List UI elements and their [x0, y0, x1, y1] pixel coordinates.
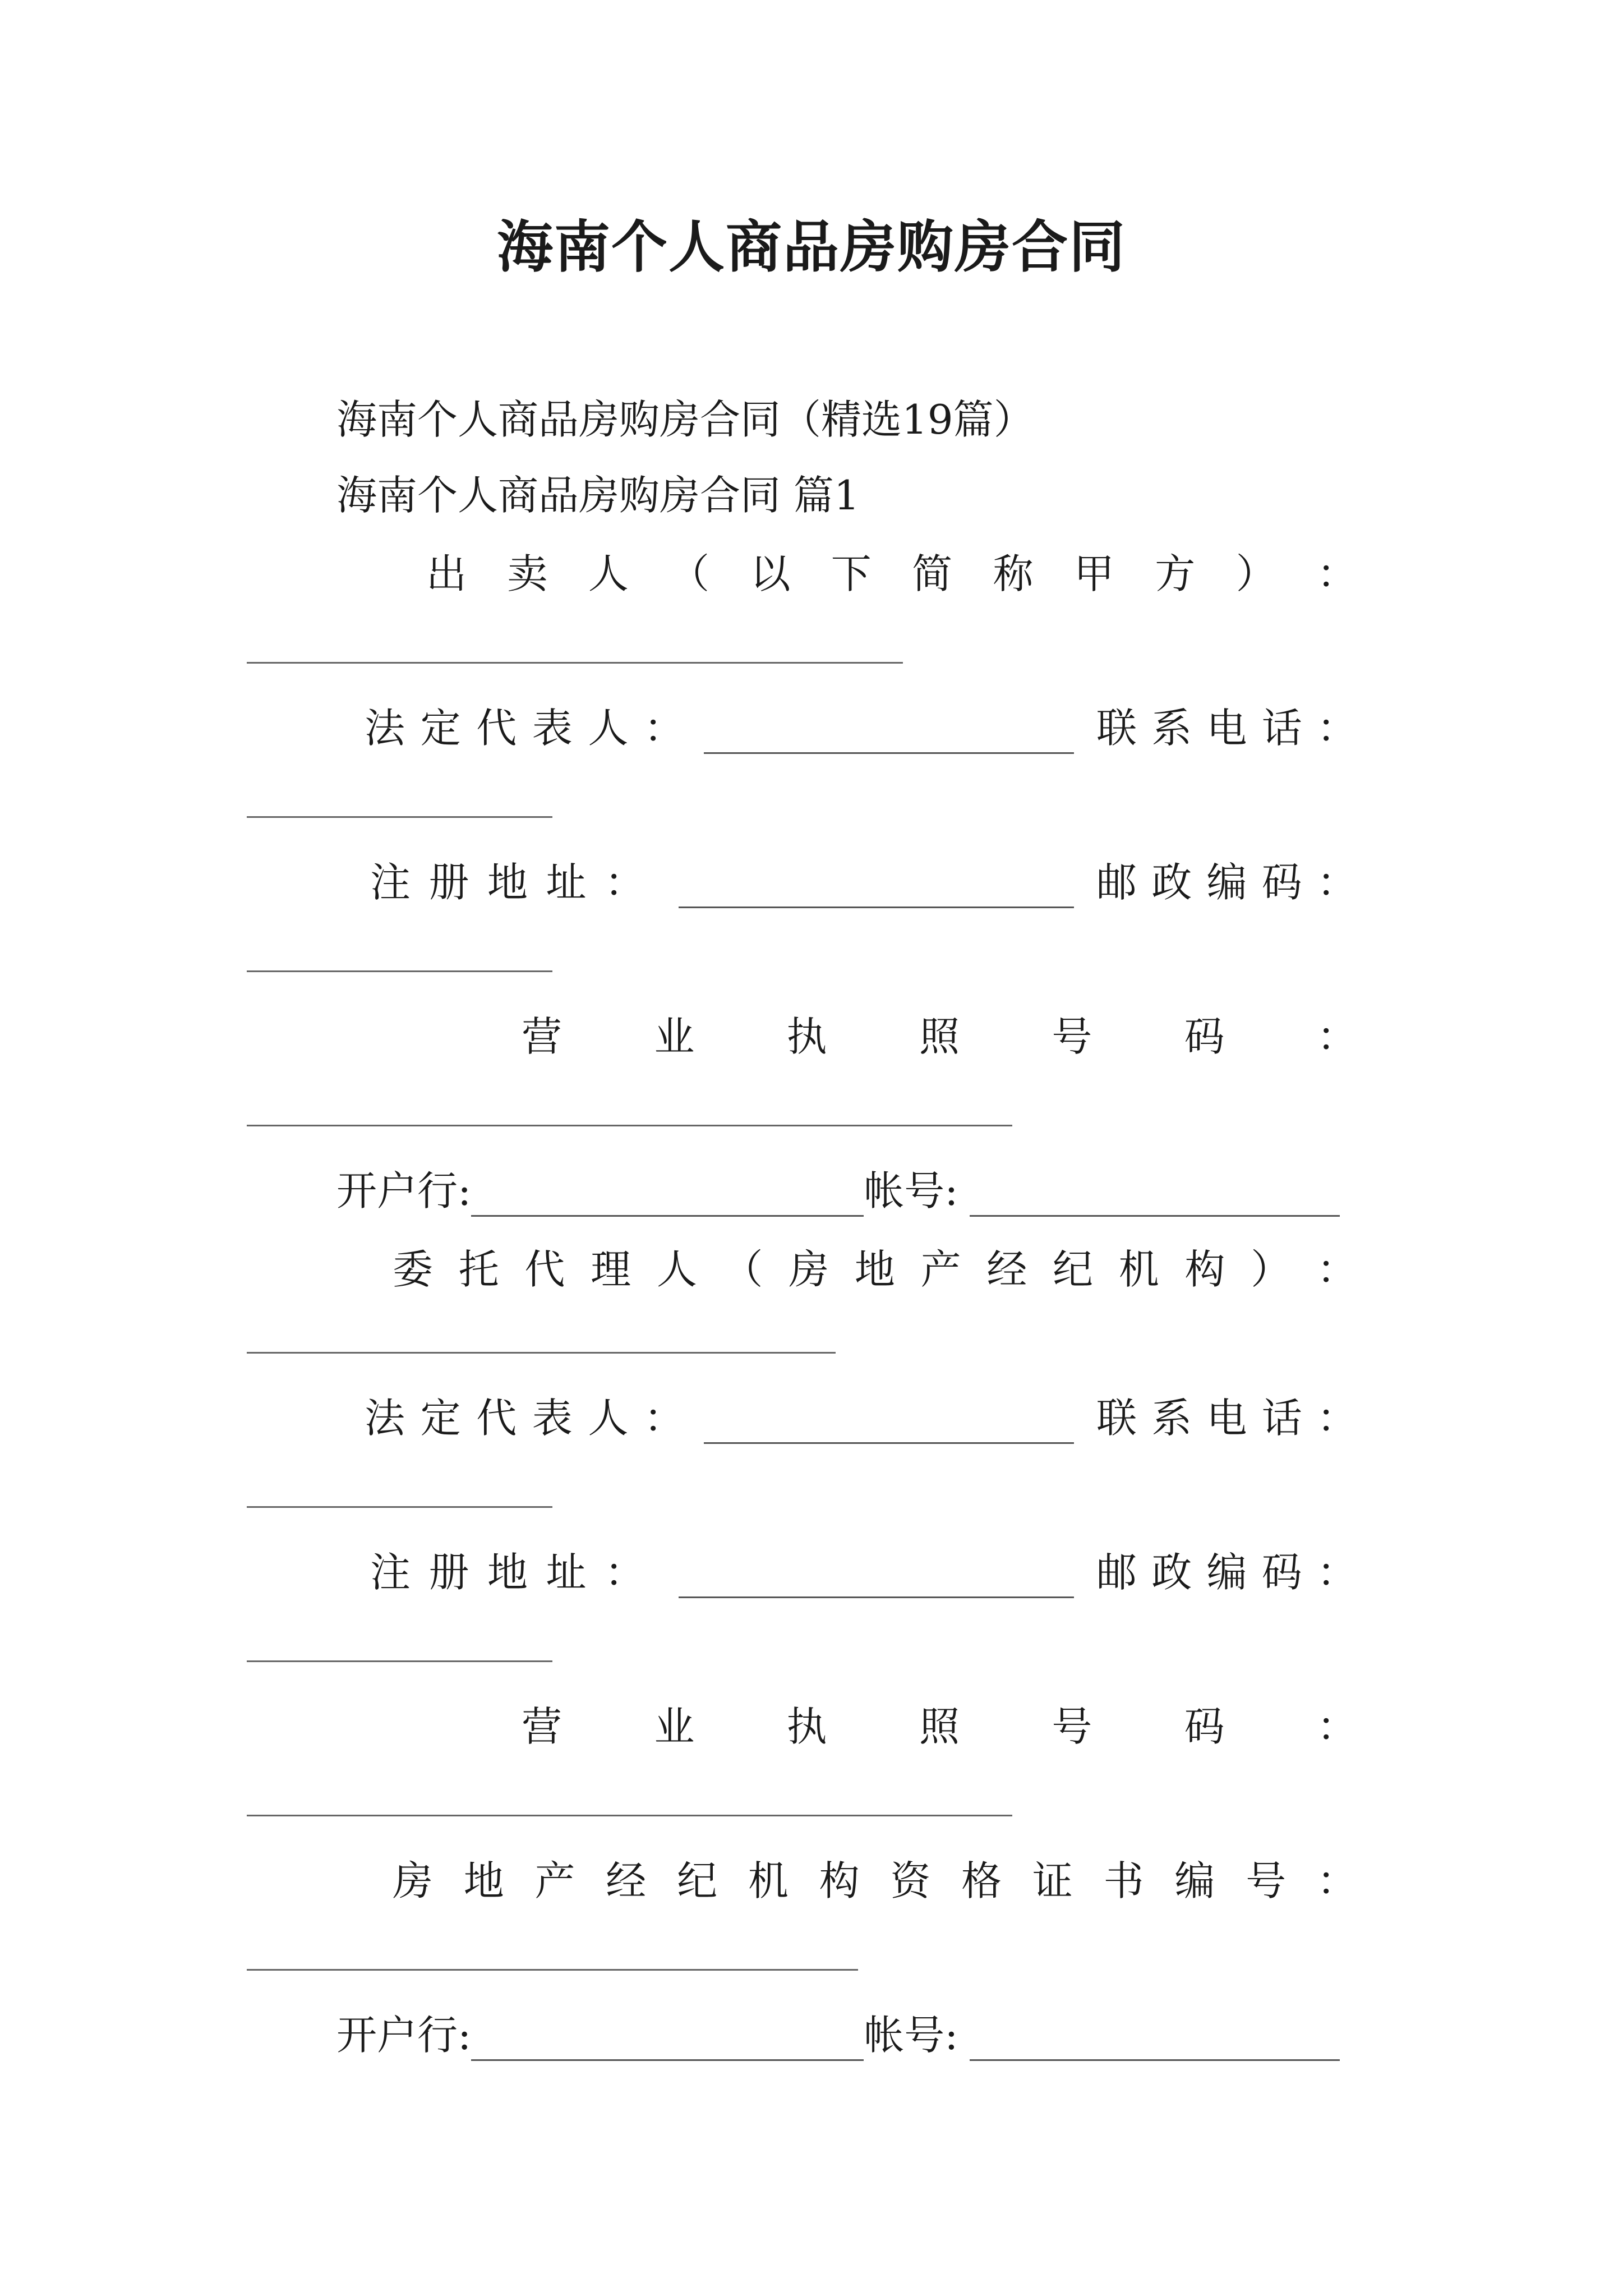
- legal-rep-label: [365, 696, 684, 754]
- label-char: 册: [428, 1549, 469, 1596]
- label-char: 话: [1261, 1395, 1302, 1442]
- legal-rep-blank[interactable]: [704, 713, 1074, 754]
- reg-address-label-2: [370, 1540, 645, 1598]
- label-char: 编: [1174, 1857, 1215, 1904]
- label-char: 编: [1206, 859, 1247, 906]
- section-heading: 海南个人商品房购房合同 篇1: [336, 472, 860, 519]
- label-char: ：: [604, 859, 645, 906]
- label-char: 系: [1151, 705, 1192, 752]
- seller-bank-row: [336, 1158, 1340, 1217]
- label-char: 法: [365, 1395, 405, 1442]
- label-char: 方: [1155, 550, 1196, 597]
- label-char: 址: [546, 1549, 587, 1596]
- label-char: 定: [420, 705, 461, 752]
- label-char: 纪: [677, 1857, 718, 1904]
- label-char: 号: [1246, 1857, 1287, 1904]
- reg-address-label: [370, 850, 645, 908]
- seller-reg-address-row: [370, 850, 1357, 908]
- label-char: 地: [487, 1549, 528, 1596]
- label-char: 电: [1206, 705, 1247, 752]
- document-title: 海南个人商品房购房合同: [497, 214, 1126, 280]
- seller-label-row: [426, 541, 1357, 600]
- phone-blank-2[interactable]: [247, 1506, 552, 1508]
- label-char: ：: [1316, 1246, 1357, 1293]
- postcode-blank[interactable]: [247, 970, 552, 972]
- agency-cert-row: [393, 1848, 1357, 1907]
- spread-label: [426, 541, 1357, 600]
- bank-label: 开户行:: [336, 1167, 472, 1214]
- spread-label: [522, 1004, 1357, 1062]
- agent-bank-row: [336, 2003, 1340, 2061]
- phone-label-2: [1096, 1386, 1357, 1444]
- label-char: 书: [1103, 1857, 1144, 1904]
- seller-name-blank[interactable]: [247, 662, 903, 664]
- label-char: 政: [1151, 859, 1192, 906]
- label-char: 照: [919, 1013, 960, 1060]
- label-char: 法: [365, 705, 405, 752]
- postcode-label: [1096, 850, 1357, 908]
- label-char: 资: [890, 1857, 931, 1904]
- spread-label: [393, 1237, 1357, 1295]
- reg-address-blank[interactable]: [679, 867, 1074, 908]
- label-char: 人: [588, 705, 629, 752]
- label-char: 产: [920, 1246, 961, 1293]
- label-char: 人: [656, 1246, 697, 1293]
- biz-license-blank-2[interactable]: [247, 1815, 1012, 1816]
- label-char: ）: [1251, 1246, 1292, 1293]
- label-char: 以: [750, 550, 791, 597]
- phone-label: [1096, 696, 1357, 754]
- agent-label-row: [393, 1237, 1357, 1295]
- label-char: 执: [786, 1703, 827, 1750]
- label-char: 业: [654, 1703, 695, 1750]
- label-char: 经: [606, 1857, 647, 1904]
- label-char: 册: [428, 859, 469, 906]
- label-char: 简: [912, 550, 953, 597]
- label-char: 号: [1052, 1703, 1092, 1750]
- seller-biz-license-row: [522, 1004, 1357, 1062]
- label-char: 地: [854, 1246, 895, 1293]
- label-char: （: [722, 1246, 763, 1293]
- label-char: （: [669, 550, 710, 597]
- agent-biz-license-row: [522, 1694, 1357, 1752]
- label-char: 表: [532, 705, 573, 752]
- phone-blank[interactable]: [247, 816, 552, 818]
- label-char: 码: [1261, 1549, 1302, 1596]
- account-label: 帐号:: [864, 1167, 958, 1214]
- label-char: 执: [786, 1013, 827, 1060]
- postcode-label-2: [1096, 1540, 1357, 1598]
- label-char: 卖: [507, 550, 548, 597]
- account-label-2: 帐号:: [864, 2012, 958, 2059]
- label-char: ：: [1316, 1013, 1357, 1060]
- label-char: 称: [993, 550, 1034, 597]
- label-char: ：: [643, 705, 684, 752]
- label-char: 电: [1206, 1395, 1247, 1442]
- label-char: 营: [522, 1013, 562, 1060]
- agency-cert-blank[interactable]: [247, 1969, 858, 1971]
- label-char: 机: [1118, 1246, 1159, 1293]
- label-char: 机: [748, 1857, 789, 1904]
- label-char: 码: [1261, 859, 1302, 906]
- spread-label: [522, 1694, 1357, 1752]
- label-char: 甲: [1073, 550, 1114, 597]
- label-char: 出: [426, 550, 467, 597]
- label-char: ：: [1316, 1857, 1357, 1904]
- label-char: 理: [591, 1246, 631, 1293]
- legal-rep-blank-2[interactable]: [704, 1403, 1074, 1444]
- account-blank[interactable]: [970, 1176, 1340, 1217]
- label-char: 地: [487, 859, 528, 906]
- bank-blank[interactable]: [471, 1176, 864, 1217]
- label-char: ：: [1316, 705, 1357, 752]
- label-char: 下: [831, 550, 872, 597]
- label-char: 构: [819, 1857, 860, 1904]
- reg-address-blank-2[interactable]: [679, 1557, 1074, 1598]
- label-char: ）: [1235, 550, 1276, 597]
- document-subtitle: 海南个人商品房购房合同（精选19篇）: [336, 396, 1034, 443]
- label-char: 地: [463, 1857, 504, 1904]
- label-char: 委: [393, 1246, 434, 1293]
- label-char: ：: [1316, 1703, 1357, 1750]
- label-char: 纪: [1053, 1246, 1094, 1293]
- label-char: 人: [588, 1395, 629, 1442]
- label-char: ：: [1316, 550, 1357, 597]
- bank-blank-2[interactable]: [471, 2020, 864, 2061]
- label-char: 注: [370, 859, 411, 906]
- label-char: ：: [604, 1549, 645, 1596]
- label-char: 人: [588, 550, 629, 597]
- label-char: 代: [524, 1246, 565, 1293]
- biz-license-blank[interactable]: [247, 1125, 1012, 1126]
- label-char: ：: [1316, 859, 1357, 906]
- label-char: 表: [532, 1395, 573, 1442]
- label-char: 构: [1184, 1246, 1225, 1293]
- agent-name-blank[interactable]: [247, 1352, 836, 1354]
- label-char: 号: [1052, 1013, 1092, 1060]
- label-char: 址: [546, 859, 587, 906]
- label-char: 代: [476, 1395, 517, 1442]
- label-char: 编: [1206, 1549, 1247, 1596]
- label-char: 码: [1184, 1013, 1225, 1060]
- label-char: 注: [370, 1549, 411, 1596]
- postcode-blank-2[interactable]: [247, 1660, 552, 1662]
- label-char: 代: [476, 705, 517, 752]
- label-char: 格: [961, 1857, 1002, 1904]
- label-char: 邮: [1096, 1549, 1137, 1596]
- bank-label-2: 开户行:: [336, 2012, 472, 2059]
- label-char: ：: [1316, 1395, 1357, 1442]
- label-char: ：: [643, 1395, 684, 1442]
- label-char: 房: [789, 1246, 829, 1293]
- account-blank-2[interactable]: [970, 2020, 1340, 2061]
- label-char: 房: [393, 1857, 434, 1904]
- seller-legal-rep-row: [365, 696, 1357, 754]
- label-char: 话: [1261, 705, 1302, 752]
- legal-rep-label-2: [365, 1386, 684, 1444]
- label-char: 联: [1096, 705, 1137, 752]
- label-char: 产: [534, 1857, 575, 1904]
- label-char: ：: [1316, 1549, 1357, 1596]
- label-char: 托: [458, 1246, 499, 1293]
- label-char: 定: [420, 1395, 461, 1442]
- label-char: 邮: [1096, 859, 1137, 906]
- label-char: 经: [986, 1246, 1027, 1293]
- label-char: 照: [919, 1703, 960, 1750]
- label-char: 营: [522, 1703, 562, 1750]
- label-char: 系: [1151, 1395, 1192, 1442]
- spread-label: [393, 1848, 1357, 1907]
- label-char: 联: [1096, 1395, 1137, 1442]
- agent-legal-rep-row: [365, 1386, 1357, 1444]
- label-char: 政: [1151, 1549, 1192, 1596]
- label-char: 证: [1032, 1857, 1073, 1904]
- label-char: 业: [654, 1013, 695, 1060]
- label-char: 码: [1184, 1703, 1225, 1750]
- agent-reg-address-row: [370, 1540, 1357, 1598]
